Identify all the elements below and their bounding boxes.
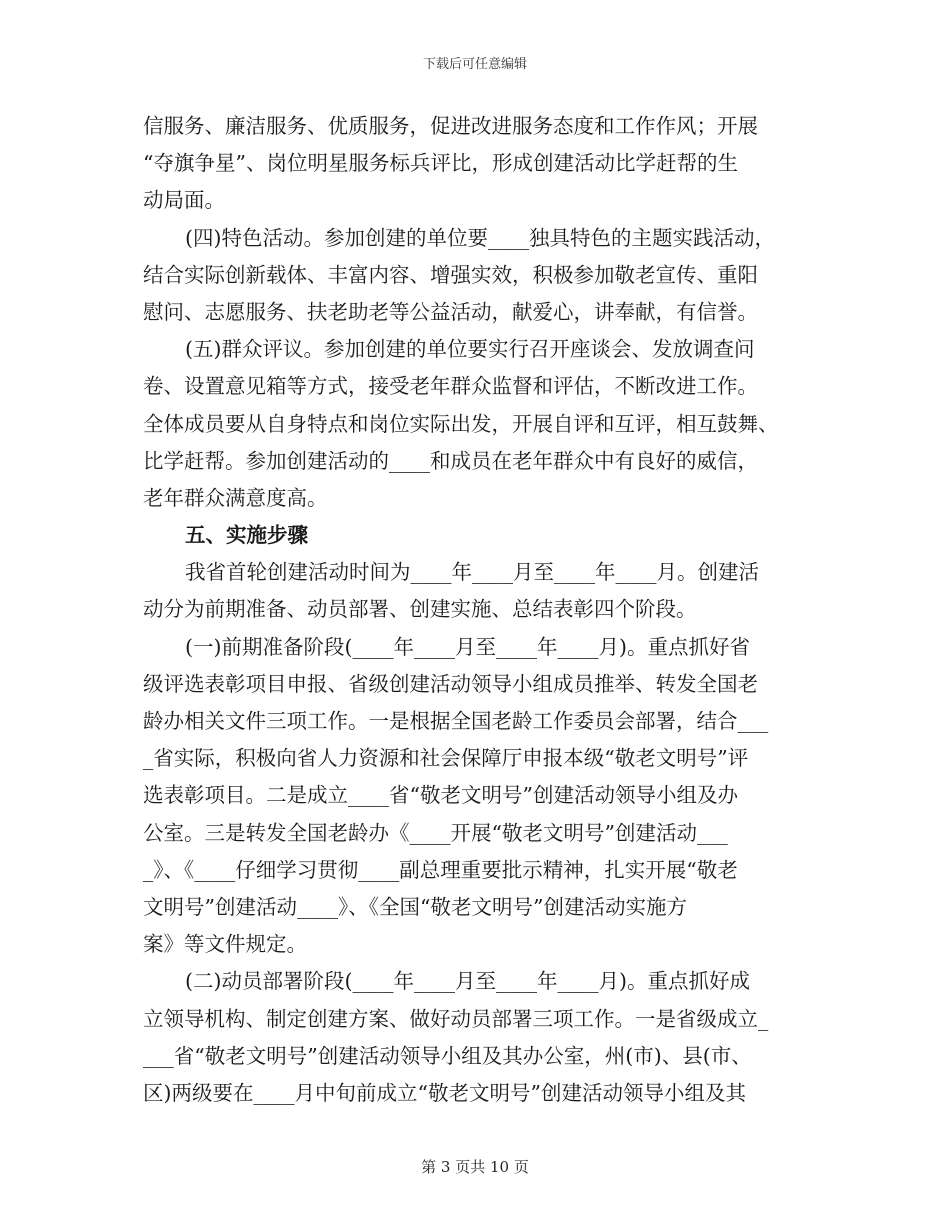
text-line: 结合实际创新载体、丰富内容、增强实效，积极参加敬老宣传、重阳 [143, 262, 758, 287]
text-line: 龄办相关文件三项工作。一是根据全国老龄工作委员会部署，结合___ [143, 709, 769, 733]
text-line: 区)两级要在____月中旬前成立“敬老文明号”创建活动领导小组及其 [143, 1080, 746, 1105]
text-line: _省实际，积极向省人力资源和社会保障厅申报本级“敬老文明号”评 [143, 746, 749, 771]
text-line: “夺旗争星”、岗位明星服务标兵评比，形成创建活动比学赶帮的生 [143, 151, 738, 176]
text-line: 立领导机构、制定创建方案、做好动员部署三项工作。一是省级成立_ [143, 1006, 769, 1031]
text-line: (四)特色活动。参加创建的单位要____独具特色的主题实践活动， [185, 225, 775, 250]
text-line: 信服务、廉洁服务、优质服务，促进改进服务态度和工作作风；开展 [143, 114, 758, 138]
text-line: _》、《____仔细学习贯彻____副总理重要批示精神，扎实开展“敬老 [143, 857, 738, 882]
text-line: 选表彰项目。二是成立____省“敬老文明号”创建活动领导小组及办 [143, 783, 738, 808]
text-line: 文明号”创建活动____》、《全国“敬老文明号”创建活动实施方 [143, 894, 687, 919]
text-line: (五)群众评议。参加创建的单位要实行召开座谈会、发放调查问 [185, 337, 755, 362]
document-body [143, 108, 809, 1112]
text-line: 老年群众满意度高。 [143, 485, 328, 510]
text-line: 级评选表彰项目申报、省级创建活动领导小组成员推举、转发全国老 [143, 671, 758, 696]
text-line: (一)前期准备阶段(____年____月至____年____月)。重点抓好省 [185, 634, 750, 659]
text-line: 全体成员要从自身特点和岗位实际出发，开展自评和互评，相互鼓舞、 [143, 411, 779, 436]
page-header-note: 下载后可任意编辑 [422, 57, 527, 72]
text-line: 慰问、志愿服务、扶老助老等公益活动，献爱心，讲奉献，有信誉。 [143, 299, 758, 324]
text-line: 动局面。 [143, 188, 225, 213]
page-number: 第 3 页共 10 页 [421, 1158, 529, 1176]
text-line: 卷、设置意见箱等方式，接受老年群众监督和评估，不断改进工作。 [143, 374, 758, 399]
section-heading: 五、实施步骤 [185, 523, 308, 548]
text-line: 动分为前期准备、动员部署、创建实施、总结表彰四个阶段。 [143, 597, 697, 622]
text-line: 我省首轮创建活动时间为____年____月至____年____月。创建活 [185, 560, 759, 585]
text-line: (二)动员部署阶段(____年____月至____年____月)。重点抓好成 [185, 969, 750, 994]
text-line: 案》等文件规定。 [143, 932, 307, 957]
text-line: ___省“敬老文明号”创建活动领导小组及其办公室，州(市)、县(市、 [143, 1043, 752, 1068]
text-line: 比学赶帮。参加创建活动的____和成员在老年群众中有良好的威信， [143, 448, 758, 473]
text-line: 公室。三是转发全国老龄办《____开展“敬老文明号”创建活动___ [143, 820, 728, 845]
